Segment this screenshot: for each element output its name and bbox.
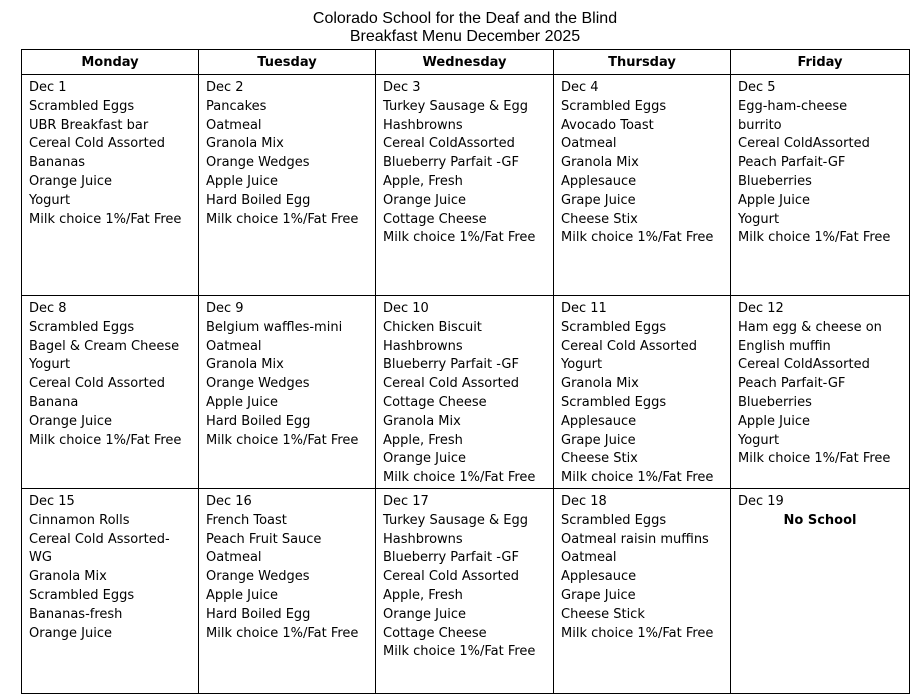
day-cell bbox=[731, 75, 910, 296]
day-cell bbox=[22, 296, 199, 489]
menu-item: Grape Juice bbox=[561, 432, 636, 448]
day-date: Dec 4 bbox=[561, 80, 599, 95]
day-date: Dec 1 bbox=[29, 80, 67, 95]
menu-item: Applesauce bbox=[561, 413, 637, 429]
menu-item: Apple Juice bbox=[206, 587, 278, 603]
menu-item: Cereal ColdAssorted bbox=[738, 357, 870, 373]
menu-item: Orange Juice bbox=[29, 625, 112, 641]
header-thursday: Thursday bbox=[554, 50, 731, 75]
day-cell bbox=[554, 488, 731, 693]
menu-item: Grape Juice bbox=[561, 192, 636, 208]
day-cell bbox=[554, 75, 731, 296]
menu-item: Apple, Fresh bbox=[383, 173, 463, 189]
menu-item: Milk choice 1%/Fat Free bbox=[561, 470, 714, 486]
menu-item: Milk choice 1%/Fat Free bbox=[738, 230, 891, 246]
header-monday: Monday bbox=[22, 50, 199, 75]
day-cell bbox=[731, 296, 910, 489]
no-school-note: No School bbox=[783, 512, 857, 528]
menu-item: Grape Juice bbox=[561, 587, 636, 603]
day-cell bbox=[22, 75, 199, 296]
menu-item: Yogurt bbox=[29, 192, 71, 208]
menu-item: Hard Boiled Egg bbox=[206, 413, 311, 429]
menu-item: Orange Wedges bbox=[206, 376, 310, 392]
menu-item: Turkey Sausage & Egg bbox=[383, 512, 529, 528]
school-name: Colorado School for the Deaf and the Blind bbox=[312, 10, 618, 27]
menu-item: Yogurt bbox=[561, 357, 603, 373]
menu-item: Yogurt bbox=[29, 357, 71, 373]
menu-item: Ham egg & cheese on bbox=[738, 319, 882, 335]
day-date: Dec 10 bbox=[383, 301, 429, 316]
day-cell bbox=[731, 488, 910, 693]
menu-item: WG bbox=[29, 550, 52, 566]
menu-item: Oatmeal bbox=[561, 136, 617, 152]
week-row bbox=[22, 75, 910, 296]
day-date: Dec 18 bbox=[561, 493, 607, 509]
menu-item: Milk choice 1%/Fat Free bbox=[206, 625, 359, 641]
menu-item: Hashbrowns bbox=[383, 338, 463, 354]
menu-item: Bagel & Cream Cheese bbox=[29, 338, 180, 354]
menu-item: Cottage Cheese bbox=[383, 211, 487, 227]
menu-item: Blueberry Parfait -GF bbox=[383, 550, 519, 566]
menu-title bbox=[0, 10, 920, 46]
menu-item: Applesauce bbox=[561, 569, 637, 585]
menu-item: Pancakes bbox=[206, 98, 267, 114]
menu-item: Cereal ColdAssorted bbox=[383, 136, 515, 152]
menu-subtitle: Breakfast Menu December 2025 bbox=[349, 28, 581, 45]
day-date: Dec 3 bbox=[383, 80, 421, 95]
day-date: Dec 8 bbox=[29, 301, 67, 316]
menu-item: Scrambled Eggs bbox=[561, 394, 667, 410]
menu-item: Scrambled Eggs bbox=[29, 319, 135, 335]
menu-item: Banana bbox=[29, 394, 79, 410]
menu-item: Oatmeal raisin muffins bbox=[561, 531, 709, 547]
menu-item: Milk choice 1%/Fat Free bbox=[561, 625, 714, 641]
menu-item: Apple, Fresh bbox=[383, 587, 463, 603]
menu-item: Avocado Toast bbox=[561, 117, 654, 133]
menu-item: Hashbrowns bbox=[383, 531, 463, 547]
day-cell bbox=[376, 75, 554, 296]
menu-item: Cinnamon Rolls bbox=[29, 512, 130, 528]
menu-item: Milk choice 1%/Fat Free bbox=[383, 470, 536, 486]
menu-item: Blueberries bbox=[738, 173, 812, 189]
menu-item: Blueberry Parfait -GF bbox=[383, 155, 519, 171]
menu-item: Cheese Stix bbox=[561, 451, 638, 467]
menu-item: Granola Mix bbox=[206, 136, 284, 152]
menu-item: Orange Juice bbox=[383, 192, 466, 208]
day-date: Dec 2 bbox=[206, 80, 244, 95]
menu-item: Milk choice 1%/Fat Free bbox=[206, 211, 359, 227]
menu-item: Milk choice 1%/Fat Free bbox=[383, 644, 536, 660]
day-date: Dec 12 bbox=[738, 301, 784, 316]
menu-item: Peach Fruit Sauce bbox=[206, 531, 322, 547]
day-cell bbox=[22, 488, 199, 693]
next-week-row-border bbox=[21, 693, 909, 694]
day-cell bbox=[199, 296, 376, 489]
menu-item: Scrambled Eggs bbox=[561, 98, 667, 114]
menu-item: Cereal Cold Assorted- bbox=[29, 531, 170, 547]
day-cell bbox=[199, 488, 376, 693]
menu-item: Bananas bbox=[29, 155, 86, 171]
menu-item: Hashbrowns bbox=[383, 117, 463, 133]
weekday-header-row bbox=[22, 50, 910, 75]
menu-item: Apple Juice bbox=[738, 192, 810, 208]
menu-item: Milk choice 1%/Fat Free bbox=[206, 432, 359, 448]
menu-item: Granola Mix bbox=[206, 357, 284, 373]
breakfast-menu-table bbox=[21, 49, 910, 694]
menu-item: Oatmeal bbox=[206, 550, 262, 566]
menu-item: Applesauce bbox=[561, 173, 637, 189]
menu-item: Orange Juice bbox=[29, 173, 112, 189]
menu-item: Milk choice 1%/Fat Free bbox=[738, 451, 891, 467]
menu-item: Granola Mix bbox=[561, 155, 639, 171]
header-wednesday: Wednesday bbox=[376, 50, 554, 75]
menu-item: Scrambled Eggs bbox=[29, 98, 135, 114]
day-date: Dec 19 bbox=[738, 493, 784, 509]
day-cell bbox=[376, 296, 554, 489]
menu-item: Chicken Biscuit bbox=[383, 319, 482, 335]
day-date: Dec 9 bbox=[206, 301, 244, 316]
menu-item: Cottage Cheese bbox=[383, 394, 487, 410]
menu-item: Scrambled Eggs bbox=[561, 512, 667, 528]
menu-item: Oatmeal bbox=[561, 550, 617, 566]
menu-item: Orange Juice bbox=[383, 451, 466, 467]
menu-item: Blueberries bbox=[738, 394, 812, 410]
menu-item: Orange Wedges bbox=[206, 569, 310, 585]
menu-item: Scrambled Eggs bbox=[561, 319, 667, 335]
menu-item: Scrambled Eggs bbox=[29, 587, 135, 603]
menu-item: Cereal Cold Assorted bbox=[29, 136, 165, 152]
day-date: Dec 16 bbox=[206, 493, 252, 509]
menu-item: Yogurt bbox=[738, 211, 780, 227]
menu-item: Oatmeal bbox=[206, 117, 262, 133]
menu-item: Orange Juice bbox=[29, 413, 112, 429]
day-cell bbox=[376, 488, 554, 693]
menu-item: Milk choice 1%/Fat Free bbox=[29, 211, 182, 227]
menu-item: burrito bbox=[738, 117, 782, 133]
menu-item: Hard Boiled Egg bbox=[206, 606, 311, 622]
menu-item: Granola Mix bbox=[383, 413, 461, 429]
menu-item: Apple Juice bbox=[206, 394, 278, 410]
menu-item: Granola Mix bbox=[29, 569, 107, 585]
menu-item: Cereal Cold Assorted bbox=[561, 338, 697, 354]
menu-item: Cereal Cold Assorted bbox=[383, 569, 519, 585]
menu-item: Belgium waffles-mini bbox=[206, 319, 343, 335]
menu-item: Granola Mix bbox=[561, 376, 639, 392]
menu-item: Egg-ham-cheese bbox=[738, 98, 848, 114]
menu-item: Turkey Sausage & Egg bbox=[383, 98, 529, 114]
menu-item: Hard Boiled Egg bbox=[206, 192, 311, 208]
menu-item: Blueberry Parfait -GF bbox=[383, 357, 519, 373]
menu-item: Yogurt bbox=[738, 432, 780, 448]
day-date: Dec 15 bbox=[29, 493, 75, 509]
header-friday: Friday bbox=[731, 50, 910, 75]
menu-item: Milk choice 1%/Fat Free bbox=[383, 230, 536, 246]
menu-item: Cheese Stick bbox=[561, 606, 645, 622]
menu-item: Apple Juice bbox=[738, 413, 810, 429]
day-date: Dec 5 bbox=[738, 80, 776, 95]
menu-item: English muffin bbox=[738, 338, 831, 354]
menu-item: Bananas-fresh bbox=[29, 606, 123, 622]
menu-item: Cereal ColdAssorted bbox=[738, 136, 870, 152]
menu-item: French Toast bbox=[206, 512, 287, 528]
menu-item: UBR Breakfast bar bbox=[29, 117, 149, 133]
menu-item: Peach Parfait-GF bbox=[738, 376, 846, 392]
menu-item: Cereal Cold Assorted bbox=[383, 376, 519, 392]
menu-item: Milk choice 1%/Fat Free bbox=[29, 432, 182, 448]
menu-item: Cheese Stix bbox=[561, 211, 638, 227]
menu-item: Cottage Cheese bbox=[383, 625, 487, 641]
menu-item: Oatmeal bbox=[206, 338, 262, 354]
menu-item: Peach Parfait-GF bbox=[738, 155, 846, 171]
week-row bbox=[22, 296, 910, 489]
day-date: Dec 11 bbox=[561, 301, 607, 316]
day-cell bbox=[554, 296, 731, 489]
day-cell bbox=[199, 75, 376, 296]
week-row bbox=[22, 488, 910, 693]
menu-item: Apple, Fresh bbox=[383, 432, 463, 448]
menu-item: Orange Wedges bbox=[206, 155, 310, 171]
menu-item: Apple Juice bbox=[206, 173, 278, 189]
menu-item: Orange Juice bbox=[383, 606, 466, 622]
menu-item: Cereal Cold Assorted bbox=[29, 376, 165, 392]
day-date: Dec 17 bbox=[383, 493, 429, 509]
menu-item: Milk choice 1%/Fat Free bbox=[561, 230, 714, 246]
header-tuesday: Tuesday bbox=[199, 50, 376, 75]
